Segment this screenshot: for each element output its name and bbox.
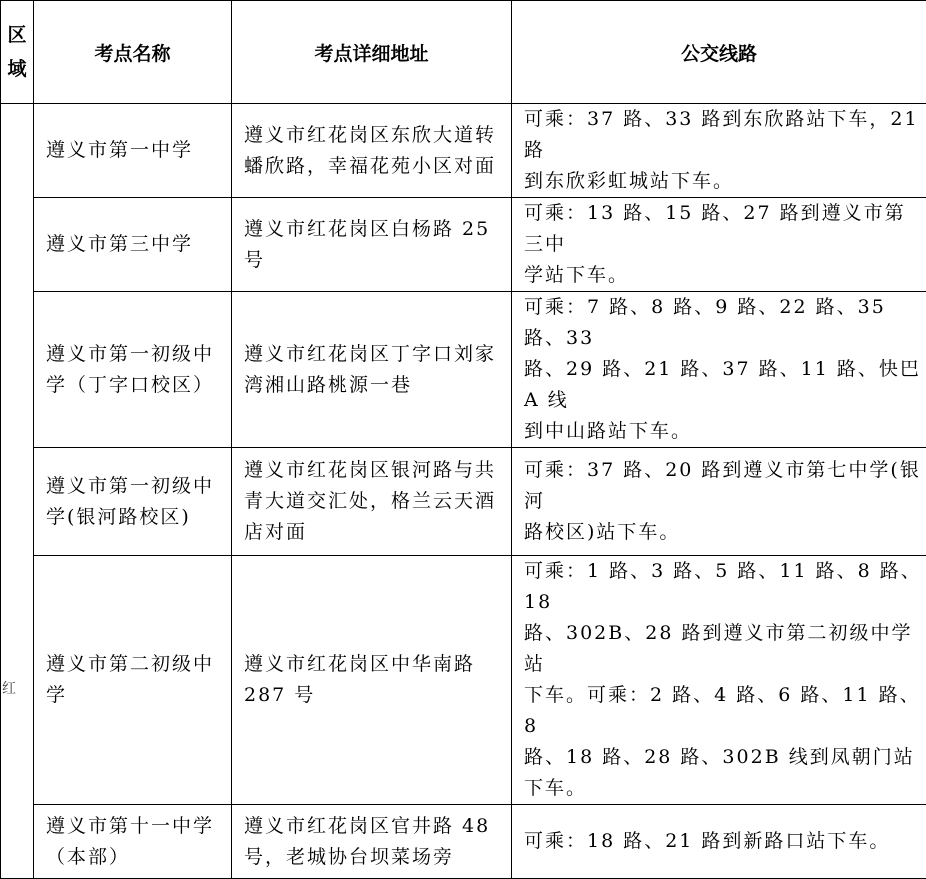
- table-row: [1, 448, 926, 556]
- address-header: 考点详细地址: [232, 1, 512, 104]
- table-row: [1, 198, 926, 292]
- name-header: 考点名称: [34, 1, 232, 104]
- site-name: 遵义市第一初级中 学（丁字口校区）: [34, 292, 232, 448]
- region-cell: [1, 104, 34, 879]
- bus-route: 可乘：7 路、8 路、9 路、22 路、35 路、33 路、29 路、21 路、37 路、11 路、快巴 A 线 到中山路站下车。: [512, 292, 926, 448]
- site-name: 遵义市第一初级中 学(银河路校区): [34, 448, 232, 556]
- bus-route: 可乘：18 路、21 路到新路口站下车。: [512, 805, 926, 879]
- bus-route: 可乘：13 路、15 路、27 路到遵义市第三中 学站下车。: [512, 198, 926, 292]
- site-name: 遵义市第一中学: [34, 104, 232, 198]
- site-address: 遵义市红花岗区中华南路 287 号: [232, 556, 512, 805]
- site-name: 遵义市第二初级中 学: [34, 556, 232, 805]
- table-row: [1, 104, 926, 198]
- site-name: 遵义市第三中学: [34, 198, 232, 292]
- bus-route: 可乘：37 路、33 路到东欣路站下车，21 路 到东欣彩虹城站下车。: [512, 104, 926, 198]
- table-row: [1, 556, 926, 805]
- bus-route: 可乘：1 路、3 路、5 路、11 路、8 路、18 路、302B、28 路到遵义市第二初级中学站 下车。可乘：2 路、4 路、6 路、11 路、8 路、18 路、28 路、302B 线到凤朝门站下车。: [512, 556, 926, 805]
- site-address: 遵义市红花岗区丁字口刘家 湾湘山路桃源一巷: [232, 292, 512, 448]
- bus-route: 可乘：37 路、20 路到遵义市第七中学(银河 路校区)站下车。: [512, 448, 926, 556]
- site-name: 遵义市第十一中学 （本部）: [34, 805, 232, 879]
- header-row: [1, 1, 926, 104]
- site-address: 遵义市红花岗区银河路与共 青大道交汇处，格兰云天酒 店对面: [232, 448, 512, 556]
- region-cutoff-char: 红: [2, 678, 16, 698]
- site-address: 遵义市红花岗区东欣大道转 蟠欣路，幸福花苑小区对面: [232, 104, 512, 198]
- region-header: 区 域: [1, 1, 34, 104]
- route-header: 公交线路: [512, 1, 926, 104]
- table-row: [1, 292, 926, 448]
- site-address: 遵义市红花岗区官井路 48 号，老城协台坝菜场旁: [232, 805, 512, 879]
- table-row: [1, 805, 926, 879]
- site-address: 遵义市红花岗区白杨路 25 号: [232, 198, 512, 292]
